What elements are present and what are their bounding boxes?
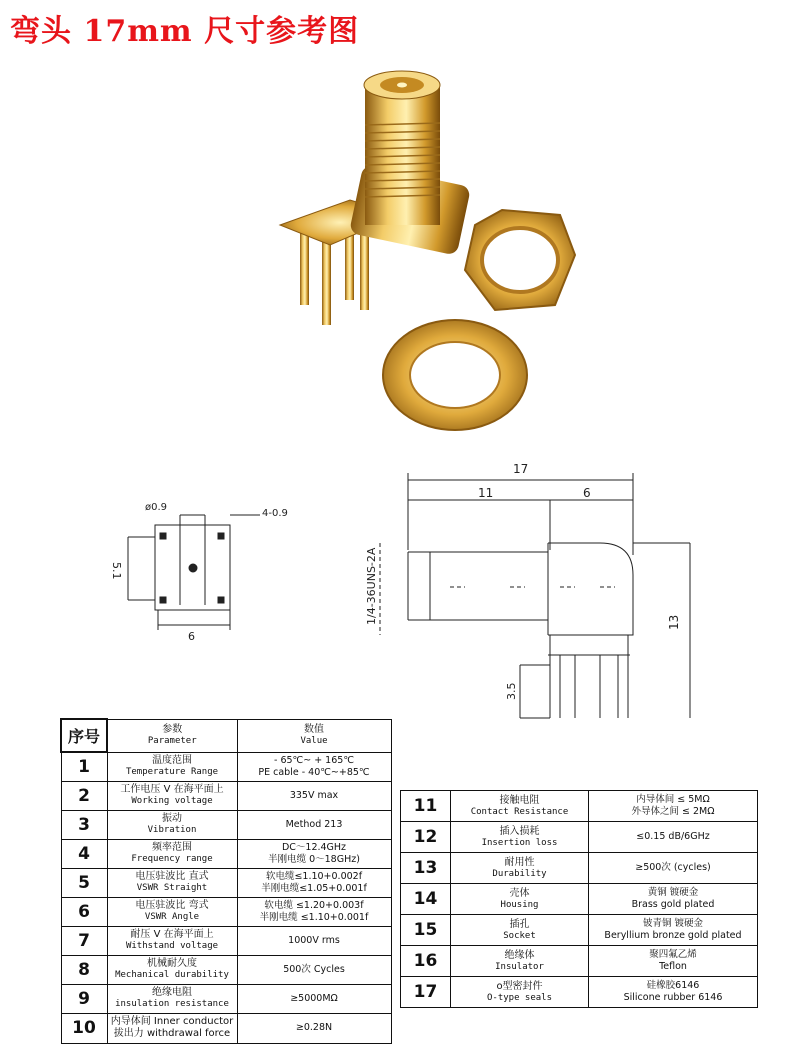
table-row: 14 壳体 Housing 黄铜 镀硬金 Brass gold plated (401, 884, 758, 915)
table-row: 16 绝缘体 Insulator 聚四氟乙烯 Teflon (401, 946, 758, 977)
length-a-label: 11 (478, 486, 494, 500)
table-row: 12 插入损耗 Insertion loss ≤0.15 dB/6GHz (401, 822, 758, 853)
table-row: 8 机械耐久度 Mechanical durability 500次 Cycles (61, 955, 391, 984)
thread-label: 1/4-36UNS-2A (365, 547, 378, 625)
connector-photo (270, 55, 590, 450)
dimension-drawing (0, 455, 800, 720)
table-row: 9 绝缘电阻 insulation resistance ≥5000MΩ (61, 984, 391, 1013)
header-no: 序号 (61, 719, 107, 752)
width-label: 6 (188, 630, 195, 643)
table-row: 7 耐压 V 在海平面上 Withstand voltage 1000V rms (61, 926, 391, 955)
side-view (380, 473, 690, 718)
pin-pitch-label: 4-0.9 (262, 508, 288, 519)
page-title: 弯头 17mm 尺寸参考图 (10, 14, 360, 49)
table-row: 4 频率范围 Frequency range DC～12.4GHz 半刚电缆 0～18GHz) (61, 839, 391, 868)
header-value: 数值 Value (237, 719, 391, 752)
table-row: 2 工作电压 V 在海平面上 Working voltage 335V max (61, 781, 391, 810)
hex-nut (465, 210, 575, 310)
lock-washer (383, 320, 527, 430)
spec-table-1 (60, 718, 392, 1044)
spec-table-2 (400, 790, 758, 1008)
total-length-label: 17 (513, 462, 529, 476)
table-header-row (61, 719, 391, 752)
table-row: 1 温度范围 Temperature Range - 65℃~ + 165℃ PE cable - 40℃~+85℃ (61, 752, 391, 781)
pin-dia-label: ø0.9 (145, 502, 168, 513)
header-parameter: 参数 Parameter (107, 719, 237, 752)
footprint-view (128, 515, 260, 630)
table-row: 17 o型密封件 O-type seals 硅橡胶6146 Silicone rubber 6146 (401, 977, 758, 1008)
table-row: 13 耐用性 Durability ≥500次 (cycles) (401, 853, 758, 884)
table-row: 5 电压驻波比 直式 VSWR Straight 软电缆≤1.10+0.002f 半刚电缆≤1.05+0.001f (61, 868, 391, 897)
side-height-label: 13 (667, 614, 681, 630)
table-row: 11 接触电阻 Contact Resistance 内导体间 ≤ 5MΩ 外导体之间 ≤ 2MΩ (401, 791, 758, 822)
table-row: 15 插孔 Socket 铍青铜 镀硬金 Beryllium bronze gold plated (401, 915, 758, 946)
height-label: 5.1 (110, 562, 123, 580)
table-row: 10 内导体间 Inner conductor 拔出力 withdrawal force ≥0.28N (61, 1013, 391, 1043)
pin-length-label: 3.5 (505, 682, 518, 700)
table-row: 6 电压驻波比 弯式 VSWR Angle 软电缆 ≤1.20+0.003f 半刚电缆 ≤1.10+0.001f (61, 897, 391, 926)
length-b-label: 6 (583, 486, 591, 500)
table-row: 3 振动 Vibration Method 213 (61, 810, 391, 839)
